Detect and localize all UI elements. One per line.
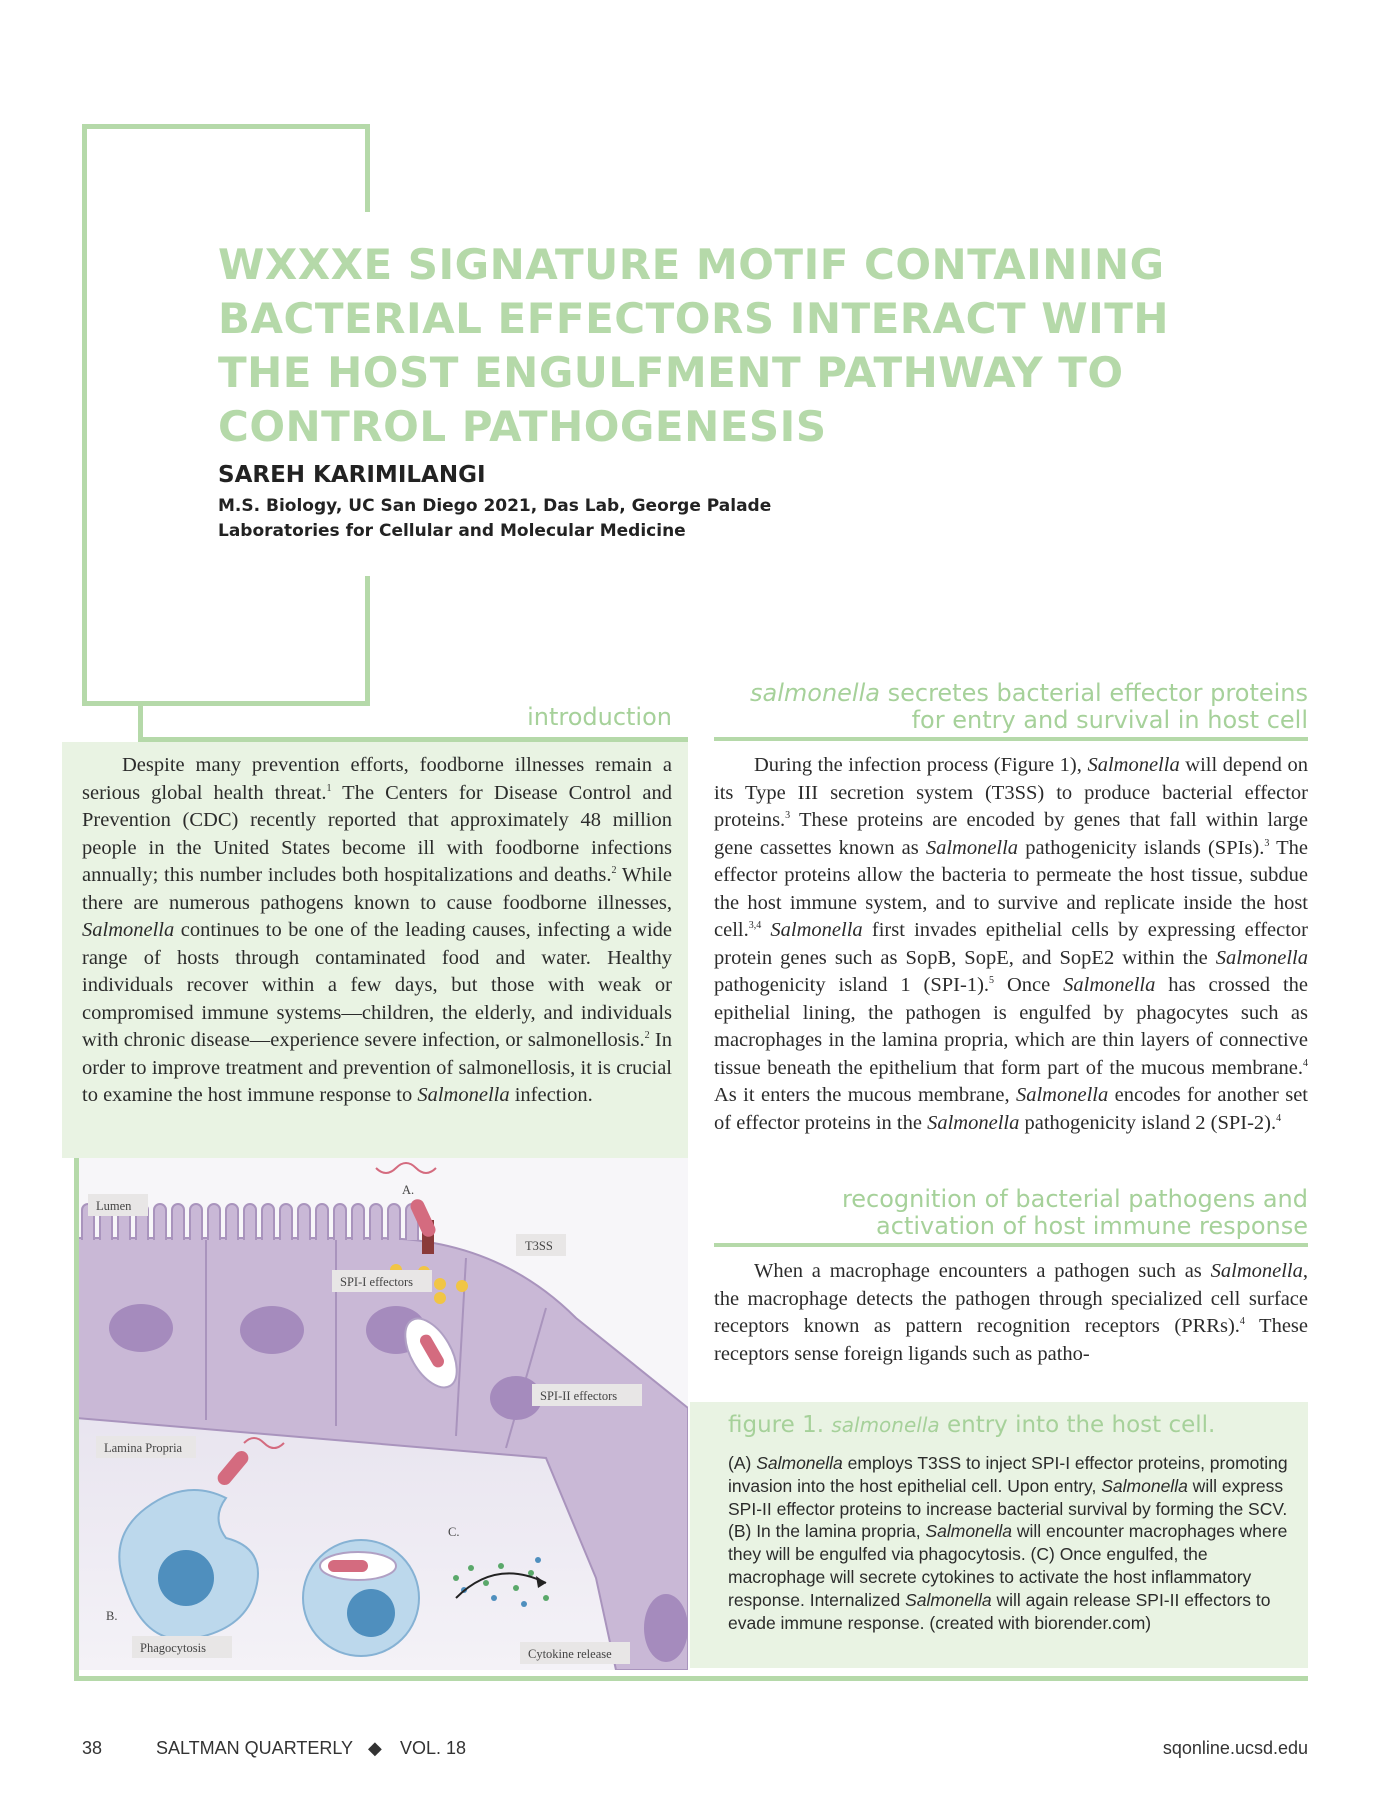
heading-italic-salmonella: salmonella [750, 679, 880, 707]
figure-frame-bottom [74, 1676, 1308, 1681]
label-c: C. [448, 1525, 460, 1539]
label-cytokine: Cytokine release [528, 1647, 612, 1661]
recognition-heading-line-1: recognition of bacterial pathogens and [841, 1185, 1308, 1213]
macrophage-b-nucleus [158, 1550, 214, 1606]
caption-title-number: figure 1 [728, 1412, 817, 1438]
heading-rest: secretes bacterial effector proteins [879, 679, 1308, 707]
salmonella-section-heading [714, 680, 1308, 734]
frame-top [82, 124, 370, 129]
label-t3ss: T3SS [525, 1239, 553, 1253]
label-a: A. [402, 1183, 415, 1197]
journal-name: SALTMAN QUARTERLY [156, 1738, 354, 1758]
frame-bottom [82, 701, 370, 706]
frame-right-lower [365, 576, 370, 706]
salmonella-section-body: During the infection process (Figure 1), Salmonella will depend on its Type III secretion system (T3SS) to produce bacterial effector proteins.$^3$ These proteins are encoded by genes that fall within large gene cassettes known as Salmonella pathogenicity islands (SPIs).$^3$ The effector proteins allow the bacteria to permeate the host tissue, subdue the host immune system, and to survive and replicate inside the host cell.$^{3,4}$ Salmonella first invades epithelial cells by expressing effector protein genes such as SopB, SopE, and SopE2 within the Salmonella pathogenicity island 1 (SPI-1).$^5$ Once Salmonella has crossed the epithelial lining, the pathogen is engulfed by phagocytes such as macrophages in the lamina propria, which are thin layers of connective tissue beneath the epithelium that form part of the mucous membrane.$^4$ As it enters the mucous membrane, Salmonella encodes for another set of effector proteins in the Salmonella pathogenicity island 2 (SPI-2).$^4$ [714, 754, 1309, 1134]
caption-title-italic: salmonella [831, 1413, 940, 1437]
introduction-heading: introduction [527, 703, 672, 731]
recognition-heading-rule [714, 1243, 1308, 1247]
footer-diamond: ◆ [368, 1738, 382, 1758]
macrophage-c [303, 1540, 419, 1656]
website[interactable]: sqonline.ucsd.edu [1162, 1738, 1308, 1758]
figure-caption-title [728, 1412, 1215, 1438]
caption-title-rest: entry into the host cell. [939, 1412, 1216, 1438]
figure-1-svg [76, 1158, 688, 1670]
recognition-heading-line-2: activation of host immune response [876, 1212, 1308, 1240]
recognition-section-body: When a macrophage encounters a pathogen such as Salmonella, the macrophage detects the pathogen through specialized cell surface receptors known as pattern recognition receptors (PRRs).$^4$ These receptors sense foreign ligands such as patho- [714, 1260, 1308, 1365]
figure-frame-left [74, 1158, 79, 1680]
label-lumen: Lumen [96, 1199, 132, 1213]
article-title: WXXXE SIGNATURE MOTIF CONTAINING BACTERIAL EFFECTORS INTERACT WITH THE HOST ENGULFMENT PATHWAY TO CONTROL PATHOGENESIS [218, 240, 1169, 451]
introduction-body: Despite many prevention efforts, foodborne illnesses remain a serious global health threat.$^1$ The Centers for Disease Control and Prevention (CDC) recently reported that approximately 48 million people in the United States become ill with foodborne infections annually; this number includes both hospitalizations and deaths.$^2$ While there are numerous pathogens known to cause foodborne illnesses, Salmonella continues to be one of the leading causes, infecting a wide range of hosts through contaminated food and water. Healthy individuals recover within a few days, but those with weak or compromised immune systems—children, the elderly, and individuals with chronic disease—experience severe infection, or salmonellosis.$^2$ In order to improve treatment and prevention of salmonellosis, it is crucial to examine the host immune response to Salmonella infection. [82, 754, 672, 1106]
label-spi1: SPI-I effectors [340, 1275, 414, 1289]
volume: VOL. 18 [400, 1738, 467, 1758]
label-phagocytosis: Phagocytosis [140, 1641, 206, 1655]
affiliation-line-2: Laboratories for Cellular and Molecular Medicine [218, 521, 686, 541]
page-number: 38 [82, 1738, 103, 1758]
frame-right-upper [365, 124, 370, 212]
label-spi2: SPI-II effectors [540, 1389, 618, 1403]
frame-left [82, 124, 87, 706]
label-lamina: Lamina Propria [104, 1441, 183, 1455]
recognition-section-heading [714, 1186, 1308, 1240]
author-name: SAREH KARIMILANGI [218, 462, 486, 488]
label-b: B. [106, 1609, 118, 1623]
caption-title-dot: . [816, 1412, 832, 1438]
figure-caption-text: (A) Salmonella employs T3SS to inject SPI-I effector proteins, promoting invasion into the host epithelial cell. Upon entry, Salmonella will express SPI-II effector proteins to increase bacterial survival by forming the SCV. (B) In the lamina propria, Salmonella will encounter macrophages where they will be engulfed via phagocytosis. (C) Once engulfed, the macrophage will secrete cytokines to activate the host inflammatory response. Internalized Salmonella will again release SPI-II effectors to evade immune response. (created with biorender.com) [728, 1453, 1288, 1633]
heading-line-2: for entry and survival in host cell [911, 706, 1308, 734]
salmonella-heading-rule [714, 737, 1308, 741]
affiliation-line-1: M.S. Biology, UC San Diego 2021, Das Lab, George Palade [218, 496, 772, 516]
figure-1-illustration [76, 1158, 688, 1670]
author-affiliation [218, 494, 778, 544]
